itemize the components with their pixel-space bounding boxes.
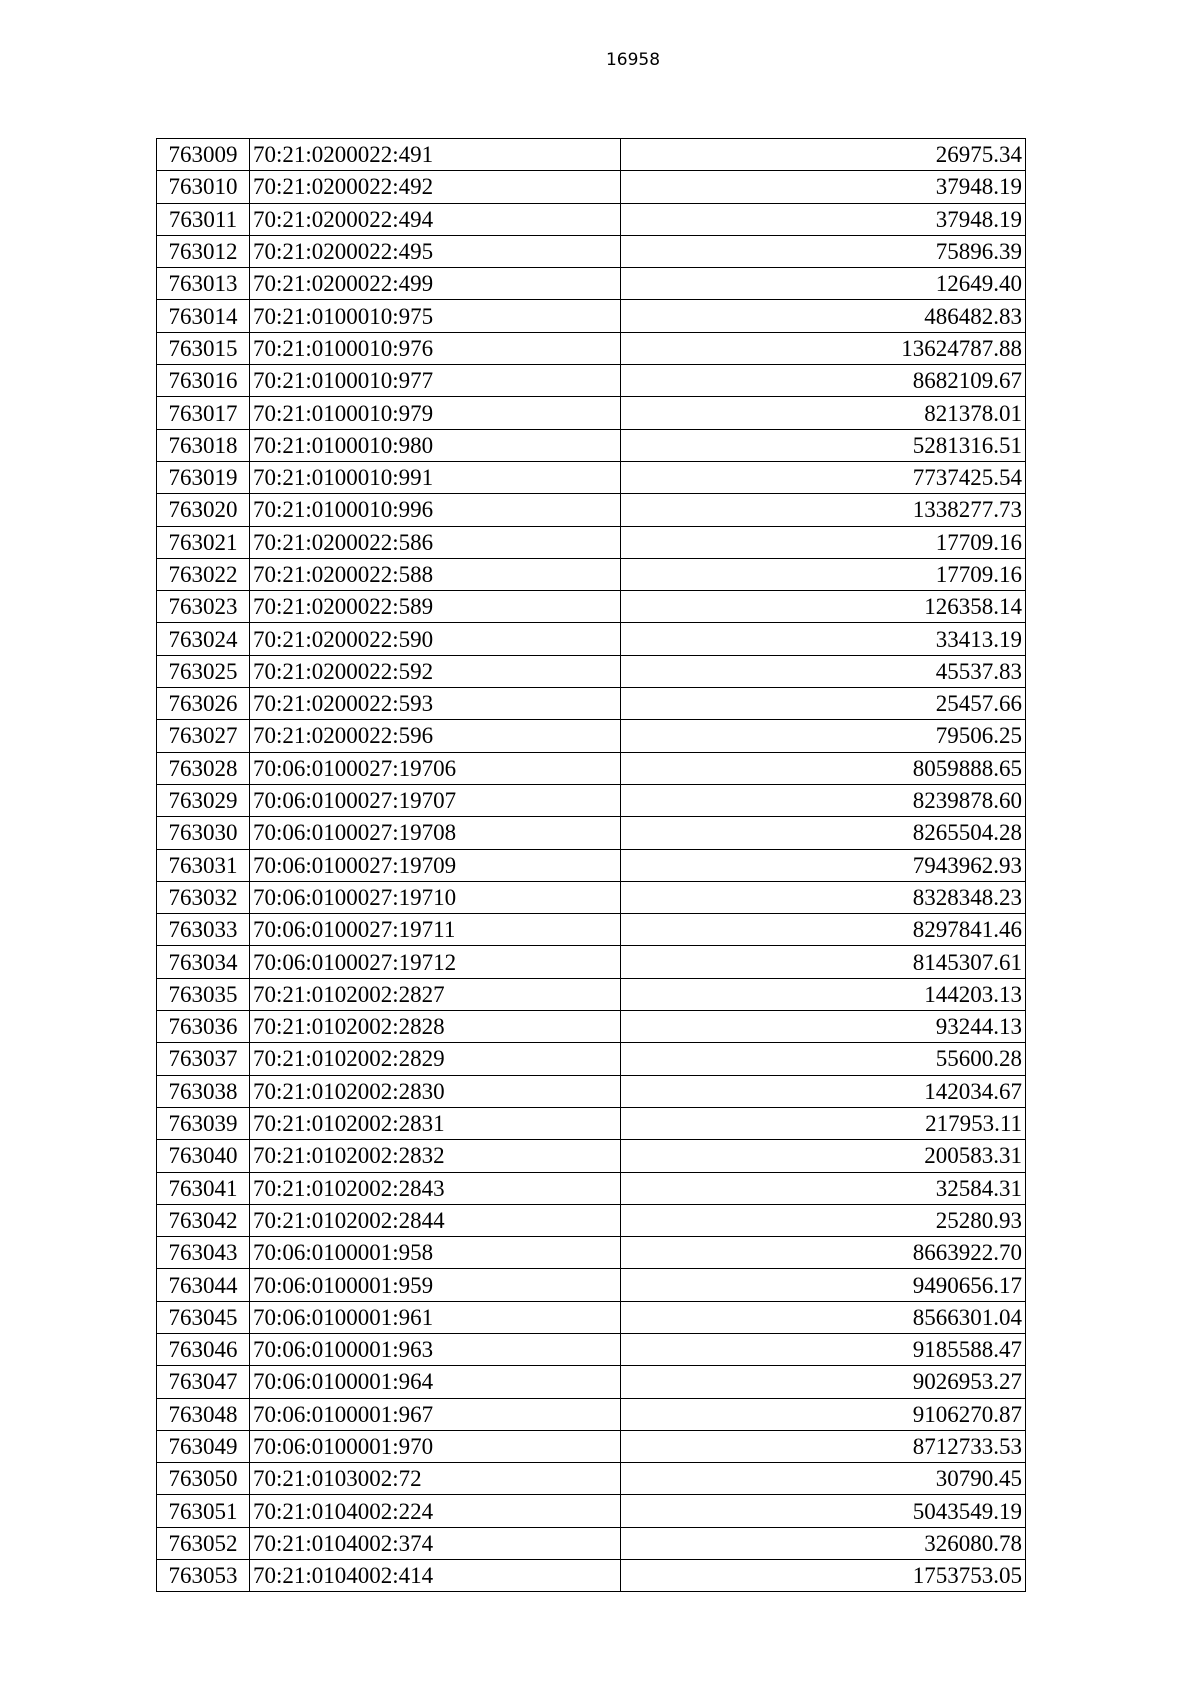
table-row	[157, 752, 1026, 784]
cadastral-number-cell: 70:06:0100027:19712	[250, 946, 621, 978]
cadastral-number-cell: 70:21:0200022:491	[250, 139, 621, 171]
table-row	[157, 817, 1026, 849]
cadastral-value-cell: 7737425.54	[621, 461, 1026, 493]
row-id-cell: 763025	[157, 655, 250, 687]
cadastral-number-cell: 70:21:0100010:991	[250, 461, 621, 493]
cadastral-value-cell: 13624787.88	[621, 332, 1026, 364]
row-id-cell: 763023	[157, 591, 250, 623]
cadastral-number-cell: 70:21:0102002:2844	[250, 1204, 621, 1236]
cadastral-number-cell: 70:21:0200022:590	[250, 623, 621, 655]
page-number: 16958	[605, 50, 661, 70]
cadastral-value-table	[156, 138, 1026, 1592]
cadastral-number-cell: 70:06:0100027:19710	[250, 881, 621, 913]
cadastral-value-cell: 8145307.61	[621, 946, 1026, 978]
cadastral-number-cell: 70:21:0100010:975	[250, 300, 621, 332]
cadastral-value-cell: 9490656.17	[621, 1269, 1026, 1301]
cadastral-value-cell: 217953.11	[621, 1107, 1026, 1139]
cadastral-number-cell: 70:06:0100027:19708	[250, 817, 621, 849]
cadastral-value-cell: 8059888.65	[621, 752, 1026, 784]
row-id-cell: 763035	[157, 978, 250, 1010]
cadastral-value-cell: 200583.31	[621, 1140, 1026, 1172]
table-row	[157, 688, 1026, 720]
cadastral-value-cell: 326080.78	[621, 1527, 1026, 1559]
table-row	[157, 1527, 1026, 1559]
table-row	[157, 1366, 1026, 1398]
cadastral-number-cell: 70:21:0200022:593	[250, 688, 621, 720]
table-row	[157, 526, 1026, 558]
row-id-cell: 763050	[157, 1463, 250, 1495]
cadastral-number-cell: 70:06:0100027:19706	[250, 752, 621, 784]
cadastral-value-cell: 8712733.53	[621, 1430, 1026, 1462]
cadastral-number-cell: 70:21:0200022:586	[250, 526, 621, 558]
cadastral-value-cell: 32584.31	[621, 1172, 1026, 1204]
table-row	[157, 558, 1026, 590]
cadastral-number-cell: 70:21:0102002:2830	[250, 1075, 621, 1107]
cadastral-value-cell: 9026953.27	[621, 1366, 1026, 1398]
cadastral-value-cell: 7943962.93	[621, 849, 1026, 881]
cadastral-value-cell: 9185588.47	[621, 1333, 1026, 1365]
cadastral-value-cell: 821378.01	[621, 397, 1026, 429]
cadastral-value-cell: 33413.19	[621, 623, 1026, 655]
cadastral-value-cell: 1753753.05	[621, 1560, 1026, 1592]
cadastral-value-cell: 37948.19	[621, 203, 1026, 235]
cadastral-value-cell: 55600.28	[621, 1043, 1026, 1075]
table-row	[157, 1333, 1026, 1365]
cadastral-value-cell: 25280.93	[621, 1204, 1026, 1236]
row-id-cell: 763022	[157, 558, 250, 590]
cadastral-number-cell: 70:21:0200022:492	[250, 171, 621, 203]
cadastral-number-cell: 70:21:0104002:374	[250, 1527, 621, 1559]
cadastral-value-cell: 8566301.04	[621, 1301, 1026, 1333]
cadastral-value-cell: 142034.67	[621, 1075, 1026, 1107]
cadastral-value-cell: 17709.16	[621, 526, 1026, 558]
row-id-cell: 763042	[157, 1204, 250, 1236]
table-row	[157, 1172, 1026, 1204]
cadastral-number-cell: 70:21:0100010:980	[250, 429, 621, 461]
table-row	[157, 365, 1026, 397]
cadastral-number-cell: 70:21:0100010:979	[250, 397, 621, 429]
row-id-cell: 763043	[157, 1237, 250, 1269]
table-row	[157, 429, 1026, 461]
cadastral-number-cell: 70:06:0100001:964	[250, 1366, 621, 1398]
cadastral-number-cell: 70:06:0100027:19709	[250, 849, 621, 881]
cadastral-value-cell: 8239878.60	[621, 784, 1026, 816]
cadastral-value-cell: 1338277.73	[621, 494, 1026, 526]
table-row	[157, 946, 1026, 978]
row-id-cell: 763012	[157, 235, 250, 267]
row-id-cell: 763034	[157, 946, 250, 978]
table-row	[157, 1430, 1026, 1462]
cadastral-number-cell: 70:06:0100001:967	[250, 1398, 621, 1430]
table-row	[157, 1463, 1026, 1495]
table-row	[157, 1140, 1026, 1172]
table-row	[157, 849, 1026, 881]
cadastral-number-cell: 70:21:0100010:976	[250, 332, 621, 364]
table-row	[157, 1269, 1026, 1301]
cadastral-value-cell: 126358.14	[621, 591, 1026, 623]
row-id-cell: 763053	[157, 1560, 250, 1592]
cadastral-value-cell: 486482.83	[621, 300, 1026, 332]
row-id-cell: 763028	[157, 752, 250, 784]
cadastral-number-cell: 70:21:0200022:494	[250, 203, 621, 235]
cadastral-value-cell: 30790.45	[621, 1463, 1026, 1495]
cadastral-number-cell: 70:21:0104002:224	[250, 1495, 621, 1527]
row-id-cell: 763019	[157, 461, 250, 493]
cadastral-value-cell: 8663922.70	[621, 1237, 1026, 1269]
cadastral-number-cell: 70:21:0200022:588	[250, 558, 621, 590]
table-row	[157, 494, 1026, 526]
table-row	[157, 655, 1026, 687]
cadastral-value-cell: 93244.13	[621, 1011, 1026, 1043]
cadastral-value-cell: 8265504.28	[621, 817, 1026, 849]
table-row	[157, 881, 1026, 913]
cadastral-number-cell: 70:21:0100010:977	[250, 365, 621, 397]
row-id-cell: 763049	[157, 1430, 250, 1462]
cadastral-number-cell: 70:21:0102002:2832	[250, 1140, 621, 1172]
table-row	[157, 1011, 1026, 1043]
cadastral-value-cell: 144203.13	[621, 978, 1026, 1010]
cadastral-number-cell: 70:21:0200022:589	[250, 591, 621, 623]
table-row	[157, 397, 1026, 429]
cadastral-number-cell: 70:06:0100001:970	[250, 1430, 621, 1462]
cadastral-number-cell: 70:21:0102002:2843	[250, 1172, 621, 1204]
cadastral-number-cell: 70:21:0100010:996	[250, 494, 621, 526]
row-id-cell: 763038	[157, 1075, 250, 1107]
cadastral-number-cell: 70:21:0200022:596	[250, 720, 621, 752]
cadastral-value-cell: 8682109.67	[621, 365, 1026, 397]
table-row	[157, 1075, 1026, 1107]
row-id-cell: 763046	[157, 1333, 250, 1365]
cadastral-number-cell: 70:06:0100027:19707	[250, 784, 621, 816]
table-row	[157, 139, 1026, 171]
cadastral-number-cell: 70:21:0200022:499	[250, 268, 621, 300]
row-id-cell: 763030	[157, 817, 250, 849]
table-row	[157, 1237, 1026, 1269]
table-row	[157, 268, 1026, 300]
cadastral-number-cell: 70:06:0100001:961	[250, 1301, 621, 1333]
row-id-cell: 763017	[157, 397, 250, 429]
table-row	[157, 332, 1026, 364]
table-row	[157, 1560, 1026, 1592]
row-id-cell: 763033	[157, 914, 250, 946]
table-row	[157, 784, 1026, 816]
table-body	[157, 139, 1026, 1592]
cadastral-number-cell: 70:21:0102002:2828	[250, 1011, 621, 1043]
row-id-cell: 763018	[157, 429, 250, 461]
row-id-cell: 763041	[157, 1172, 250, 1204]
table-row	[157, 1398, 1026, 1430]
table-row	[157, 1301, 1026, 1333]
row-id-cell: 763014	[157, 300, 250, 332]
row-id-cell: 763009	[157, 139, 250, 171]
row-id-cell: 763039	[157, 1107, 250, 1139]
cadastral-value-cell: 17709.16	[621, 558, 1026, 590]
cadastral-value-cell: 5281316.51	[621, 429, 1026, 461]
table-row	[157, 1043, 1026, 1075]
cadastral-value-cell: 79506.25	[621, 720, 1026, 752]
row-id-cell: 763036	[157, 1011, 250, 1043]
row-id-cell: 763047	[157, 1366, 250, 1398]
cadastral-number-cell: 70:21:0200022:592	[250, 655, 621, 687]
row-id-cell: 763027	[157, 720, 250, 752]
cadastral-number-cell: 70:21:0102002:2829	[250, 1043, 621, 1075]
table-row	[157, 914, 1026, 946]
row-id-cell: 763048	[157, 1398, 250, 1430]
cadastral-value-cell: 12649.40	[621, 268, 1026, 300]
row-id-cell: 763037	[157, 1043, 250, 1075]
cadastral-number-cell: 70:06:0100027:19711	[250, 914, 621, 946]
table-row	[157, 623, 1026, 655]
cadastral-number-cell: 70:21:0103002:72	[250, 1463, 621, 1495]
cadastral-number-cell: 70:06:0100001:959	[250, 1269, 621, 1301]
cadastral-value-cell: 45537.83	[621, 655, 1026, 687]
row-id-cell: 763040	[157, 1140, 250, 1172]
table-row	[157, 1107, 1026, 1139]
row-id-cell: 763029	[157, 784, 250, 816]
cadastral-number-cell: 70:06:0100001:958	[250, 1237, 621, 1269]
table-row	[157, 300, 1026, 332]
table-row	[157, 720, 1026, 752]
row-id-cell: 763016	[157, 365, 250, 397]
table-row	[157, 591, 1026, 623]
cadastral-number-cell: 70:21:0102002:2827	[250, 978, 621, 1010]
cadastral-value-cell: 37948.19	[621, 171, 1026, 203]
cadastral-number-cell: 70:21:0102002:2831	[250, 1107, 621, 1139]
cadastral-number-cell: 70:21:0200022:495	[250, 235, 621, 267]
table-row	[157, 1495, 1026, 1527]
row-id-cell: 763026	[157, 688, 250, 720]
row-id-cell: 763011	[157, 203, 250, 235]
cadastral-value-cell: 26975.34	[621, 139, 1026, 171]
table-row	[157, 171, 1026, 203]
row-id-cell: 763024	[157, 623, 250, 655]
row-id-cell: 763021	[157, 526, 250, 558]
table-row	[157, 978, 1026, 1010]
cadastral-value-cell: 25457.66	[621, 688, 1026, 720]
row-id-cell: 763020	[157, 494, 250, 526]
cadastral-value-cell: 9106270.87	[621, 1398, 1026, 1430]
cadastral-number-cell: 70:21:0104002:414	[250, 1560, 621, 1592]
table-row	[157, 203, 1026, 235]
row-id-cell: 763015	[157, 332, 250, 364]
row-id-cell: 763032	[157, 881, 250, 913]
row-id-cell: 763013	[157, 268, 250, 300]
cadastral-value-cell: 8328348.23	[621, 881, 1026, 913]
cadastral-value-cell: 75896.39	[621, 235, 1026, 267]
cadastral-value-cell: 8297841.46	[621, 914, 1026, 946]
row-id-cell: 763031	[157, 849, 250, 881]
cadastral-value-cell: 5043549.19	[621, 1495, 1026, 1527]
row-id-cell: 763044	[157, 1269, 250, 1301]
row-id-cell: 763010	[157, 171, 250, 203]
row-id-cell: 763052	[157, 1527, 250, 1559]
table-row	[157, 1204, 1026, 1236]
table-row	[157, 235, 1026, 267]
row-id-cell: 763051	[157, 1495, 250, 1527]
table-row	[157, 461, 1026, 493]
row-id-cell: 763045	[157, 1301, 250, 1333]
cadastral-number-cell: 70:06:0100001:963	[250, 1333, 621, 1365]
